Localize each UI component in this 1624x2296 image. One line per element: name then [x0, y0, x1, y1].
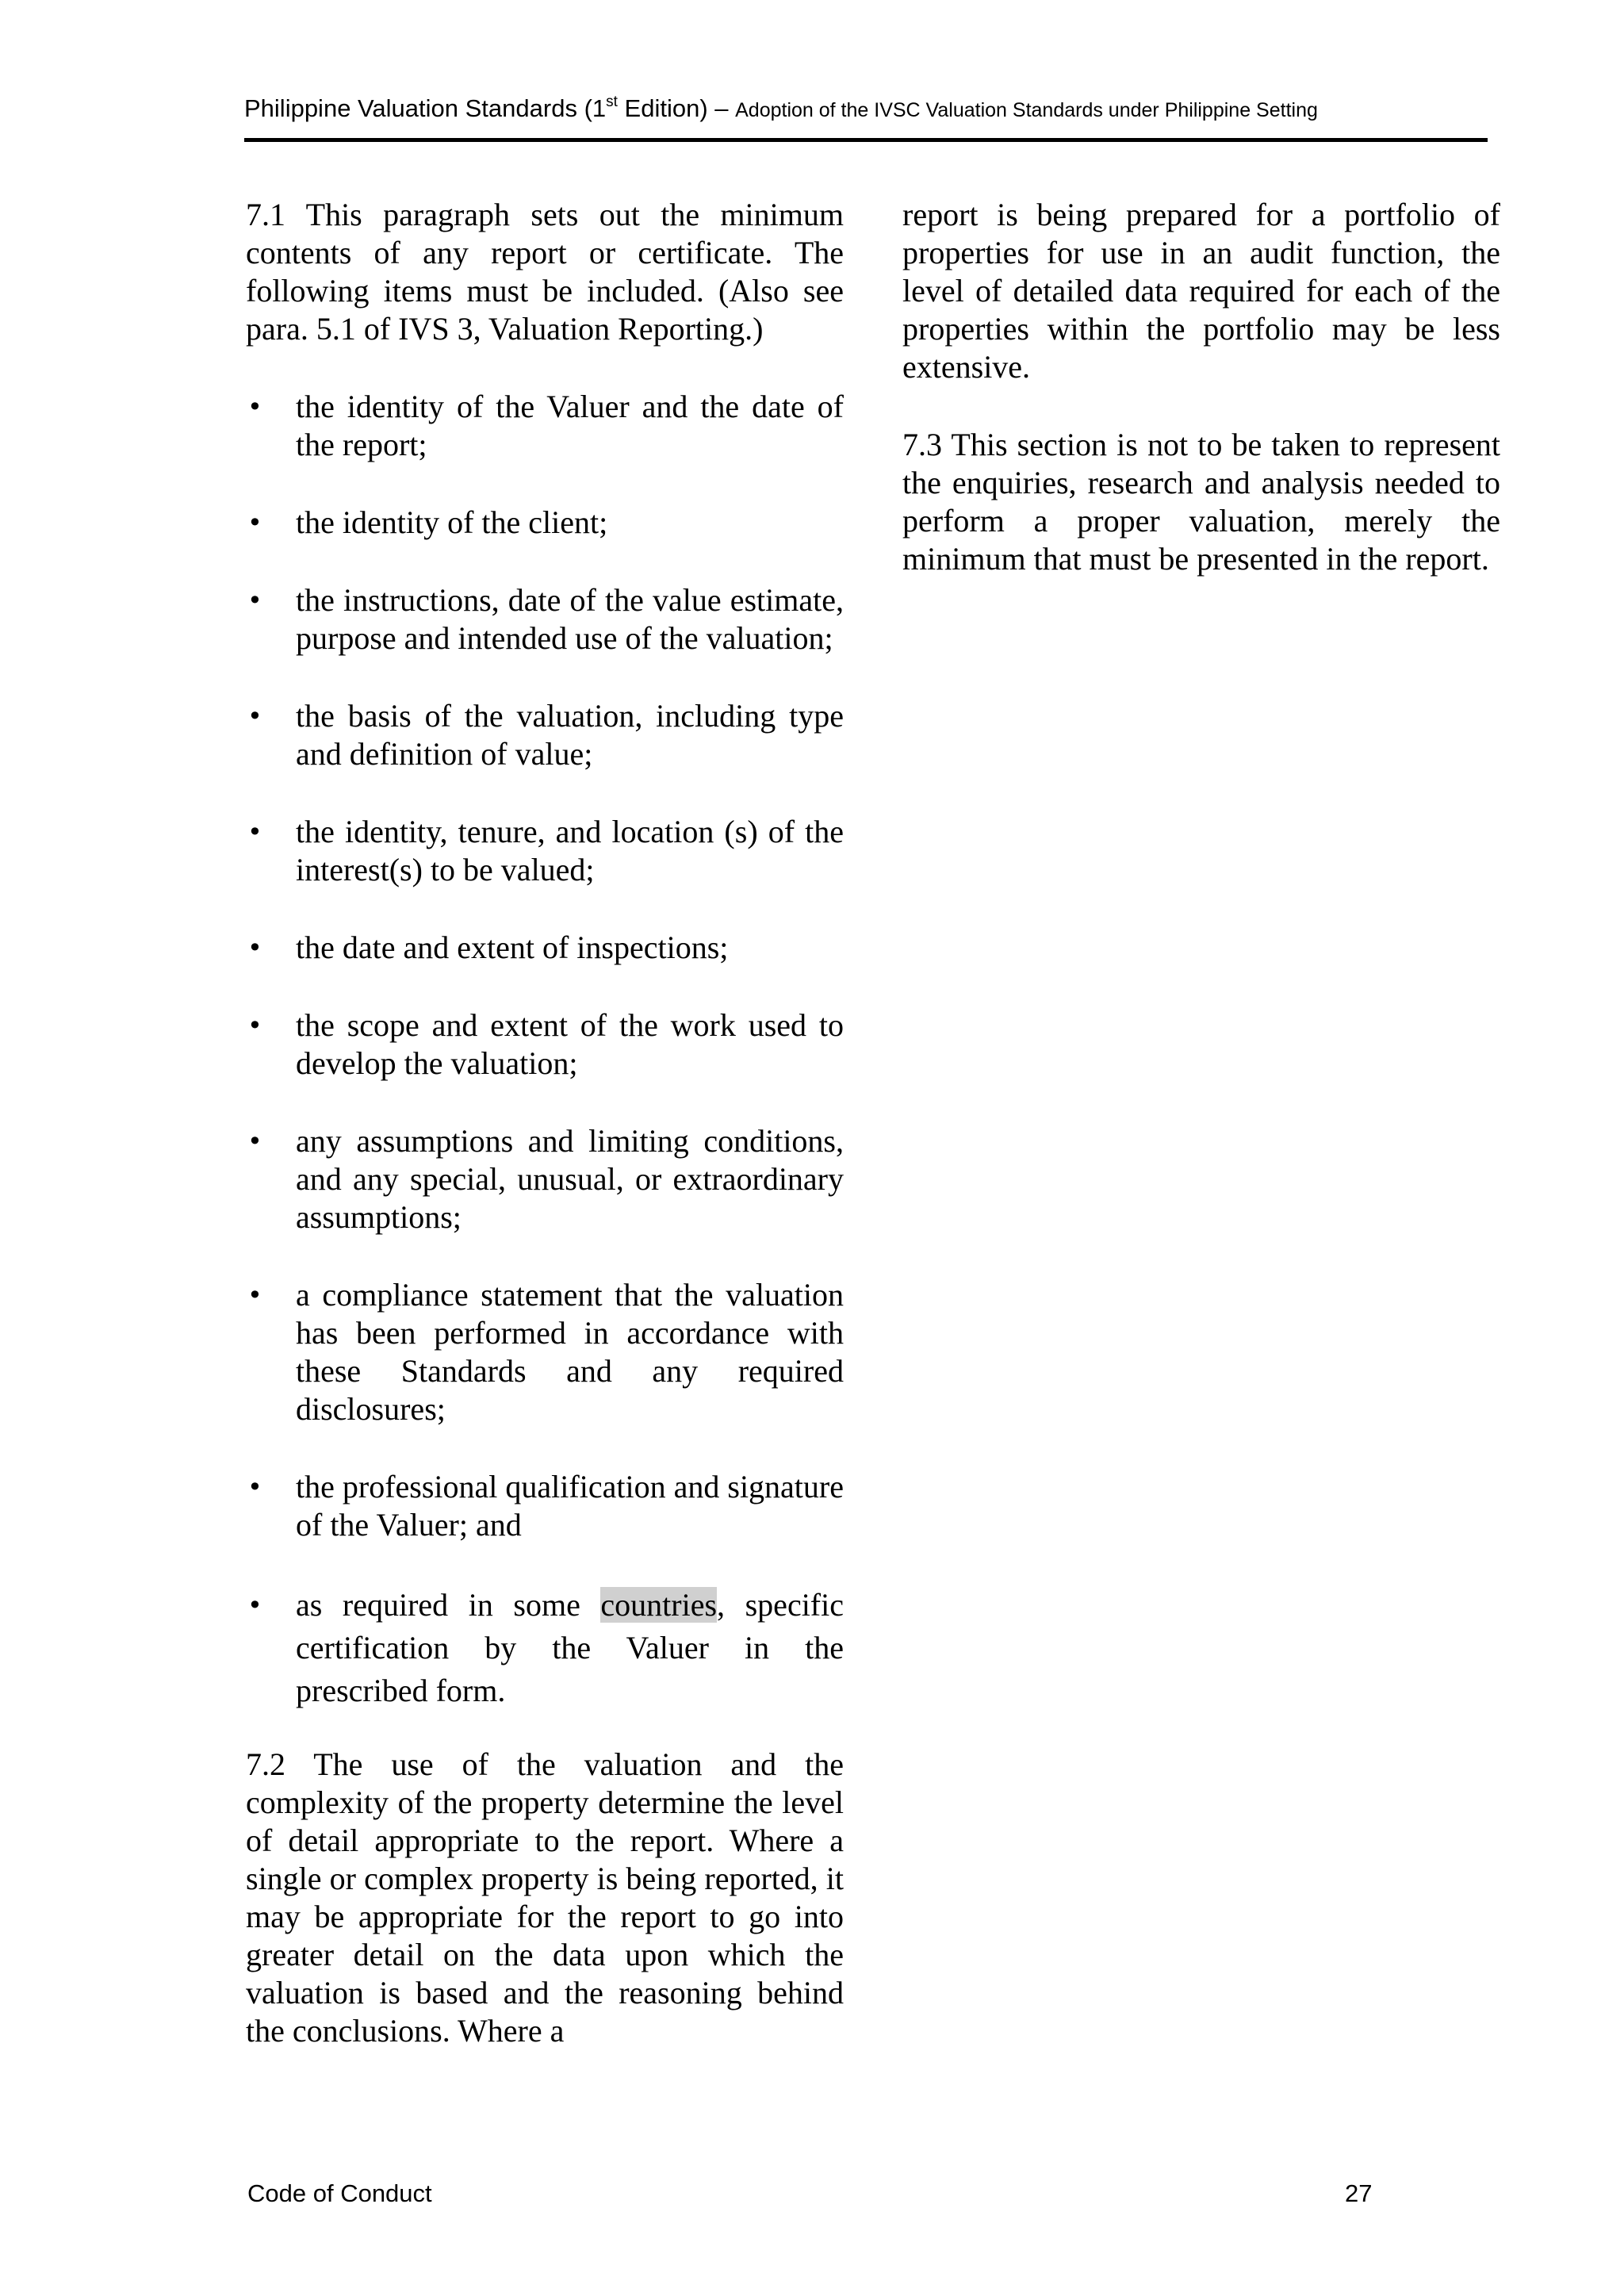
bullet-icon: •: [247, 1280, 262, 1310]
list-item-text-after: , specific certification by the Valuer in the prescribed form.: [296, 1587, 844, 1708]
bullet-icon: •: [247, 701, 262, 731]
list-item: [246, 1276, 844, 1428]
bullet-icon: •: [247, 1010, 262, 1041]
header-dash: –: [707, 94, 736, 122]
left-column: [246, 196, 844, 2050]
list-item: [246, 813, 844, 889]
required-items-list: [246, 388, 844, 1712]
list-item-text: the identity of the client;: [296, 504, 608, 540]
list-item: [246, 1006, 844, 1083]
paragraph-7-3: 7.3 This section is not to be taken to represent the enquiries, research and analysis needed to perform a proper valuation, merely the minimum that must be presented in the report.: [902, 427, 1500, 577]
header-edition-close: Edition): [617, 94, 708, 122]
list-item: [246, 1584, 844, 1712]
bullet-icon: •: [247, 1472, 262, 1502]
list-item: [246, 388, 844, 464]
header-edition-superscript: st: [606, 94, 618, 110]
list-item: [246, 929, 844, 967]
list-item-text: the professional qualification and signature of the Valuer; and: [296, 1469, 844, 1543]
bullet-icon: •: [247, 933, 262, 963]
bullet-icon: •: [247, 508, 262, 538]
bullet-icon: •: [247, 1590, 262, 1620]
paragraph-7-2-continued: report is being prepared for a portfolio of properties for use in an audit function, the level of detailed data required for each of the properties within the portfolio may be less extensive.: [902, 197, 1500, 385]
list-item-text: the instructions, date of the value estimate, purpose and intended use of the valuation;: [296, 582, 844, 656]
page-header: [244, 94, 1488, 142]
list-item-text: the identity of the Valuer and the date of the report;: [296, 389, 844, 462]
list-item-text: the basis of the valuation, including type and definition of value;: [296, 698, 844, 772]
footer-section-title: Code of Conduct: [247, 2179, 432, 2207]
footer-page-number: 27: [1345, 2179, 1373, 2207]
paragraph-7-2: 7.2 The use of the valuation and the complexity of the property determine the level of detail appropriate to the report. Where a single or complex property is being reported, it may be appropriate for the report to go into greater detail on the data upon which the valuation is based and the reasoning behind the conclusions. Where a: [246, 1746, 844, 2049]
list-item-text: the date and extent of inspections;: [296, 930, 729, 965]
list-item: [246, 504, 844, 542]
right-column: [902, 196, 1500, 578]
list-item-text: the scope and extent of the work used to develop the valuation;: [296, 1007, 844, 1081]
header-subtitle: Adoption of the IVSC Valuation Standards under Philippine Setting: [735, 99, 1318, 121]
list-item-text: any assumptions and limiting conditions, and any special, unusual, or extraordinary assumptions;: [296, 1123, 844, 1235]
list-item-text-before: as required in some: [296, 1587, 601, 1623]
paragraph-7-1: 7.1 This paragraph sets out the minimum contents of any report or certificate. The following items must be included. (Also see para. 5.1 of IVS 3, Valuation Reporting.): [246, 197, 844, 347]
highlighted-word: countries: [600, 1587, 718, 1623]
header-title: Philippine Valuation Standards: [244, 94, 577, 122]
bullet-icon: •: [247, 585, 262, 615]
bullet-icon: •: [247, 1126, 262, 1156]
list-item: [246, 697, 844, 773]
bullet-icon: •: [247, 392, 262, 422]
list-item: [246, 1122, 844, 1236]
header-edition-open: (1: [576, 94, 607, 122]
bullet-icon: •: [247, 817, 262, 847]
list-item: [246, 1468, 844, 1544]
list-item: [246, 581, 844, 657]
list-item-text: the identity, tenure, and location (s) of the interest(s) to be valued;: [296, 814, 844, 887]
list-item-text: a compliance statement that the valuation has been performed in accordance with these Standards and any required disclosures;: [296, 1277, 844, 1427]
